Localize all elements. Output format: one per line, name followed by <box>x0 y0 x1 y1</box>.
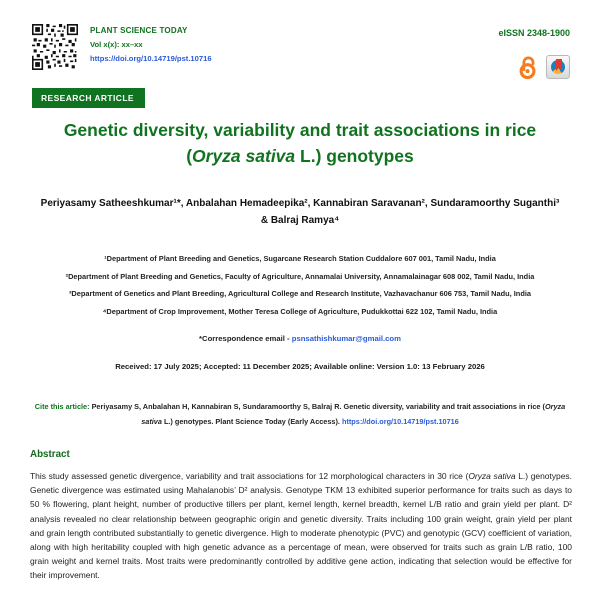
affiliation-1: ¹Department of Plant Breeding and Genetics, Sugarcane Research Station Cuddalore 607 001, Tamil Nadu, India <box>104 254 496 263</box>
journal-name: PLANT SCIENCE TODAY <box>90 26 188 35</box>
abstract-species-italic: Oryza sativa <box>468 471 516 481</box>
journal-brand <box>90 26 212 63</box>
correspondence-line <box>30 334 570 343</box>
journal-volume: Vol x(x): xx–xx <box>90 40 143 49</box>
article-title <box>30 117 570 169</box>
cite-text-2: L.) genotypes. Plant Science Today (Early Access). <box>161 416 342 426</box>
header-icons <box>498 54 570 80</box>
cite-doi-link[interactable]: https://doi.org/10.14719/pst.10716 <box>341 416 459 426</box>
journal-doi-link[interactable]: https://doi.org/10.14719/pst.10716 <box>90 54 212 63</box>
cite-species-italic: Oryza sativa <box>141 402 566 426</box>
correspondence-email-link[interactable]: psnsathishkumar@gmail.com <box>291 334 401 343</box>
article-type-badge: RESEARCH ARTICLE <box>32 88 145 108</box>
qr-code-icon <box>32 24 78 70</box>
abstract-part-2: L.) genotypes. Genetic divergence was estimated using Mahalanobis’ D² analysis. Genotype TKM 13 exhibited superior performance for traits such as days to 50 % flowering, plant height, number of productive tillers per plant, kernel length, kernel breadth, kernel L/B ratio and grain yield per plant. D² analysis revealed no clear relationship between geographic origin and genetic diversity. Traits including 100 grain weight, grain yield per plant and grain length contributed substantially to genetic divergence. High to moderate phenotypic (PVC) and genotypic (GCV) coefficient of variation, along with high heritability coupled with high genetic advance as a percentage of mean, were observed for traits such as grain L/B ratio, 100 grain weight and kernel traits. Most traits were predominantly controlled by additive gene action, indicating that selection would be effective for their improvement. <box>30 471 572 581</box>
header-right <box>498 28 570 80</box>
journal-header <box>32 18 570 80</box>
eissn-label: eISSN 2348-1900 <box>498 28 570 38</box>
cite-label: Cite this article: <box>34 402 92 411</box>
cite-text-1: Periyasamy S, Anbalahan H, Kannabiran S, Sundaramoorthy S, Balraj R. Genetic diversity, variability and trait associations in rice ( <box>91 402 545 411</box>
abstract-part-1: This study assessed genetic divergence, variability and trait associations for 12 morphological characters in 30 rice ( <box>30 471 469 481</box>
affiliation-4: ⁴Department of Crop Improvement, Mother Teresa College of Agriculture, Pudukkottai 622 102, Tamil Nadu, India <box>102 306 498 316</box>
affiliation-list <box>28 250 572 320</box>
title-line1: Genetic diversity, variability and trait associations in rice <box>63 120 537 140</box>
citation-block <box>26 400 574 429</box>
abstract-heading: Abstract <box>30 449 70 460</box>
check-for-updates-icon[interactable] <box>546 55 570 79</box>
author-list: Periyasamy Satheeshkumar¹*, Anbalahan Hemadeepika², Kannabiran Saravanan², Sundaramoorthy Suganthi³ & Balraj Ramya⁴ <box>40 198 560 226</box>
species-name-italic: Oryza sativa <box>192 146 296 166</box>
correspondence-label: *Correspondence email - <box>199 334 292 343</box>
affiliation-2: ²Department of Plant Breeding and Genetics, Faculty of Agriculture, Annamalai University, Annamalainagar 608 002, Tamil Nadu, India <box>65 271 535 281</box>
article-dates: Received: 17 July 2025; Accepted: 11 December 2025; Available online: Version 1.0: 13 February 2026 <box>115 362 485 371</box>
abstract-text <box>30 469 572 583</box>
title-line2: (Oryza sativa L.) genotypes <box>186 146 414 166</box>
affiliation-3: ³Department of Genetics and Plant Breeding, Agricultural College and Research Institute, Vazhavachanur 606 753, Tamil Nadu, India <box>68 289 532 299</box>
open-access-icon <box>517 54 539 80</box>
